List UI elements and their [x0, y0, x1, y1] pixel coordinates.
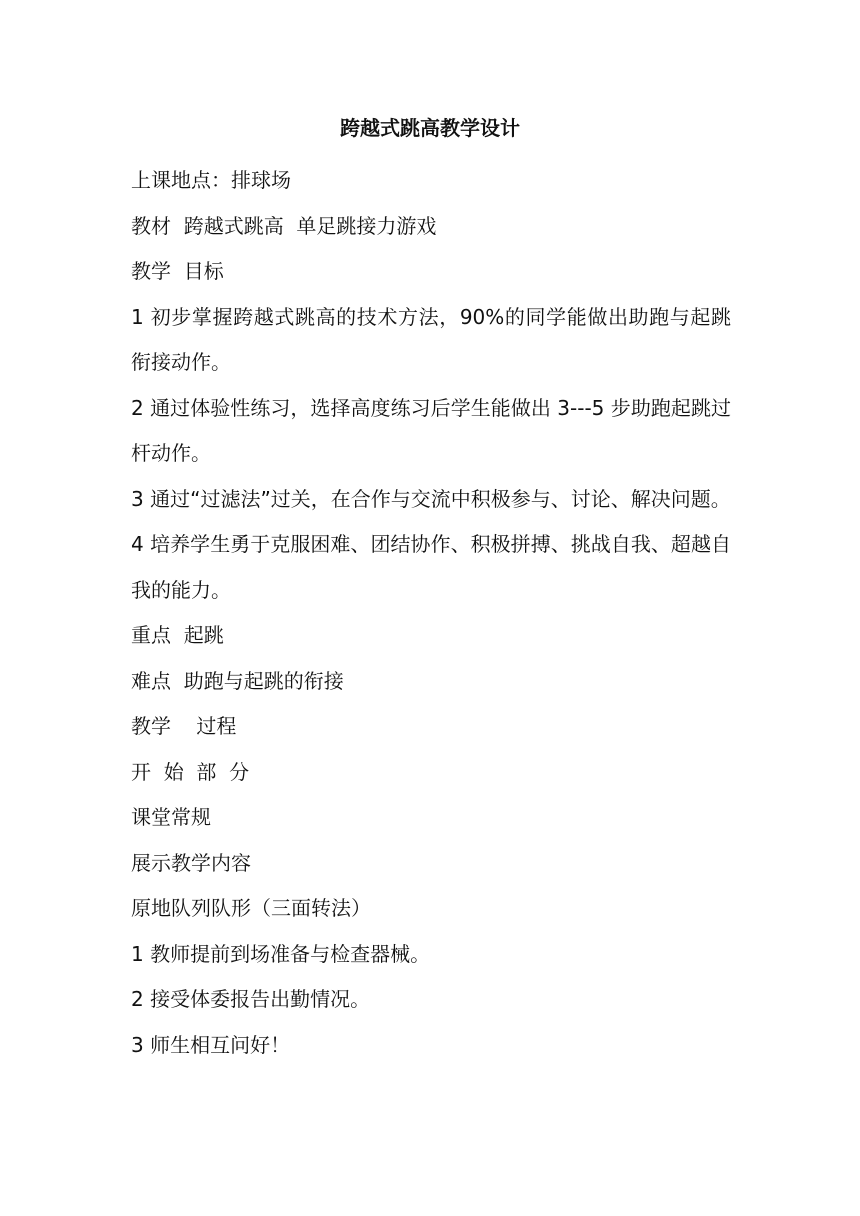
paragraph-opening-part: 开 始 部 分 [131, 759, 250, 784]
paragraph-process-heading: 教学 过程 [131, 714, 237, 738]
paragraph-step-3: 3 师生相互问好！ [131, 1032, 291, 1057]
paragraph-step-2: 2 接受体委报告出勤情况。 [131, 987, 371, 1011]
paragraph-key-point: 重点 起跳 [131, 623, 224, 647]
paragraph-objective-3: 3 通过“过滤法”过关，在合作与交流中积极参与、讨论、解决问题。 [131, 486, 731, 511]
paragraph-location: 上课地点：排球场 [131, 168, 291, 192]
paragraph-formation: 原地队列队形（三面转法） [131, 896, 371, 920]
document-title: 跨越式跳高教学设计 [340, 116, 520, 140]
paragraph-objectives-heading: 教学 目标 [131, 259, 224, 283]
paragraph-show-content: 展示教学内容 [131, 850, 251, 875]
paragraph-difficult-point: 难点 助跑与起跳的衔接 [131, 668, 344, 693]
paragraph-materials: 教材 跨越式跳高 单足跳接力游戏 [131, 213, 437, 238]
document-body [131, 158, 731, 1068]
paragraph-class-routine: 课堂常规 [131, 805, 211, 829]
paragraph-objective-1: 1 初步掌握跨越式跳高的技术方法，90%的同学能做出助跑与起跳衔接动作。 [131, 304, 731, 374]
paragraph-objective-2: 2 通过体验性练习，选择高度练习后学生能做出 3---5 步助跑起跳过杆动作。 [131, 395, 731, 465]
paragraph-step-1: 1 教师提前到场准备与检查器械。 [131, 941, 431, 966]
paragraph-objective-4: 4 培养学生勇于克服困难、团结协作、积极拼搏、挑战自我、超越自我的能力。 [131, 532, 731, 602]
